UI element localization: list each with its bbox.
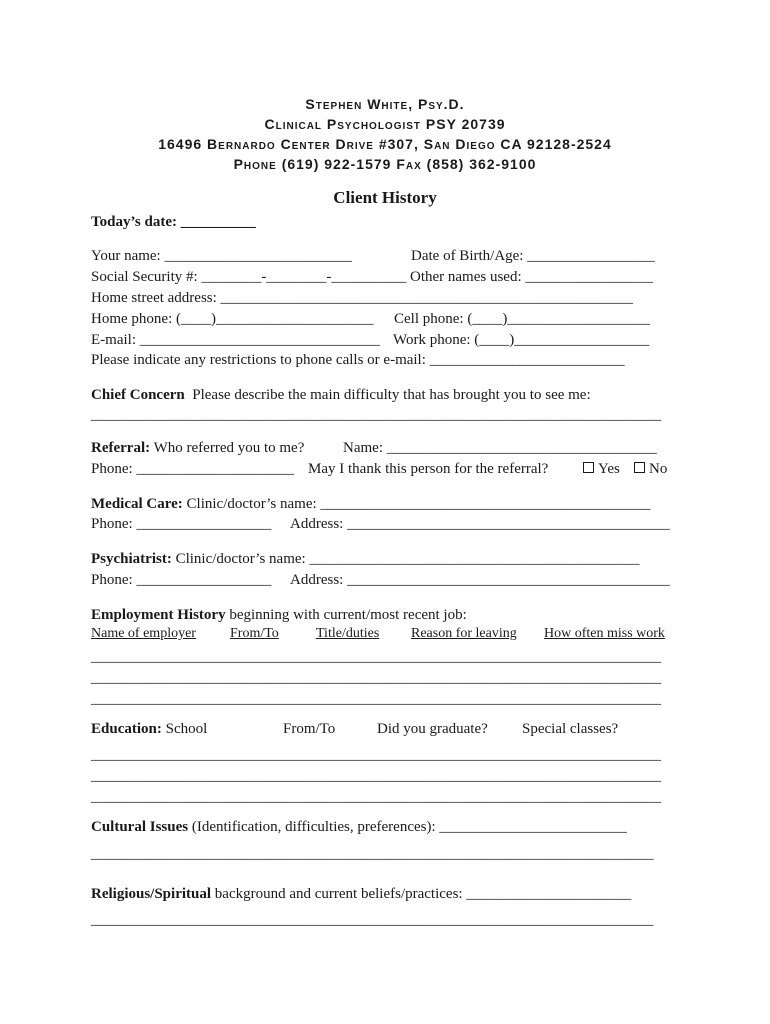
no-label: No: [649, 461, 668, 477]
psychiatrist-clinic-field[interactable]: Clinic/doctor’s name: ____________________________________________: [175, 551, 640, 567]
yes-checkbox[interactable]: [583, 462, 594, 473]
employment-line-1[interactable]: ____________________________________________________________________________: [91, 649, 661, 665]
education-line-3[interactable]: ____________________________________________________________________________: [91, 789, 661, 805]
education-line-1[interactable]: ____________________________________________________________________________: [91, 747, 661, 763]
employment-col-miss-work: How often miss work: [544, 626, 665, 641]
home-address-field[interactable]: Home street address: _______________________________________________________: [91, 290, 634, 306]
work-phone-field[interactable]: Work phone: (____)__________________: [393, 332, 650, 348]
employment-col-title: Title/duties: [316, 626, 380, 641]
religious-row: [91, 885, 631, 903]
employment-row: [91, 606, 467, 624]
restrictions-field[interactable]: Please indicate any restrictions to phone calls or e-mail: __________________________: [91, 352, 625, 368]
todays-date-field[interactable]: __________: [180, 214, 256, 230]
employment-line-3[interactable]: ____________________________________________________________________________: [91, 691, 661, 707]
header-credentials: Clinical Psychologist PSY 20739: [264, 116, 506, 132]
form-title: Client History: [333, 188, 437, 207]
email-field[interactable]: E-mail: ________________________________: [91, 332, 380, 348]
psychiatrist-phone-field[interactable]: Phone: __________________: [91, 572, 272, 588]
chief-concern-line[interactable]: ____________________________________________________________________________: [91, 407, 661, 423]
home-phone-field[interactable]: Home phone: (____)_____________________: [91, 311, 374, 327]
education-special-col: Special classes?: [522, 721, 619, 737]
cultural-issues-line[interactable]: ___________________________________________________________________________: [91, 846, 654, 862]
yes-label: Yes: [598, 461, 620, 477]
referral-label: Referral:: [91, 440, 151, 456]
cell-phone-field[interactable]: Cell phone: (____)___________________: [394, 311, 650, 327]
religious-label: Religious/Spiritual: [91, 886, 212, 902]
referral-name-field[interactable]: Name: ____________________________________: [343, 440, 657, 456]
referral-phone-field[interactable]: Phone: _____________________: [91, 461, 294, 477]
psychiatrist-label: Psychiatrist:: [91, 551, 172, 567]
referral-no-option[interactable]: [634, 460, 667, 478]
no-checkbox[interactable]: [634, 462, 645, 473]
education-line-2[interactable]: ____________________________________________________________________________: [91, 768, 661, 784]
todays-date-row: [91, 213, 256, 231]
education-school-col: School: [165, 721, 208, 737]
employment-text: beginning with current/most recent job:: [229, 607, 467, 623]
employment-label: Employment History: [91, 607, 226, 623]
chief-concern-row: [91, 386, 591, 404]
header-name: Stephen White, Psy.D.: [305, 96, 465, 112]
chief-concern-text: Please describe the main difficulty that has brought you to see me:: [192, 387, 591, 403]
employment-col-reason: Reason for leaving: [411, 626, 517, 641]
header-phone: Phone (619) 922-1579 Fax (858) 362-9100: [233, 156, 537, 172]
religious-line[interactable]: ___________________________________________________________________________: [91, 912, 654, 928]
todays-date-label: Today’s date:: [91, 214, 177, 230]
education-row: [91, 720, 207, 738]
medical-care-row: [91, 495, 650, 513]
referral-yes-option[interactable]: [583, 460, 620, 478]
referral-row: [91, 439, 304, 457]
referral-question: Who referred you to me?: [153, 440, 305, 456]
cultural-issues-field[interactable]: (Identification, difficulties, preferences): _________________________: [191, 819, 627, 835]
medical-address-field[interactable]: Address: ___________________________________________: [290, 516, 670, 532]
letterhead: [0, 94, 770, 174]
cultural-issues-label: Cultural Issues: [91, 819, 189, 835]
education-from-to-col: From/To: [283, 721, 336, 737]
psychiatrist-address-field[interactable]: Address: ___________________________________________: [290, 572, 670, 588]
chief-concern-label: Chief Concern: [91, 387, 185, 403]
ssn-field[interactable]: Social Security #: ________-________-__________: [91, 269, 407, 285]
medical-care-label: Medical Care:: [91, 496, 183, 512]
religious-field[interactable]: background and current beliefs/practices: ______________________: [214, 886, 632, 902]
dob-age-field[interactable]: Date of Birth/Age: _________________: [411, 248, 655, 264]
medical-phone-field[interactable]: Phone: __________________: [91, 516, 272, 532]
employment-line-2[interactable]: ____________________________________________________________________________: [91, 670, 661, 686]
psychiatrist-row: [91, 550, 639, 568]
cultural-issues-row: [91, 818, 627, 836]
your-name-field[interactable]: Your name: _________________________: [91, 248, 352, 264]
education-label: Education:: [91, 721, 162, 737]
employment-col-from-to: From/To: [230, 626, 279, 641]
medical-clinic-field[interactable]: Clinic/doctor’s name: ____________________________________________: [186, 496, 651, 512]
referral-thanks-text: May I thank this person for the referral?: [308, 461, 549, 477]
employment-col-employer: Name of employer: [91, 626, 196, 641]
education-graduate-col: Did you graduate?: [377, 721, 488, 737]
header-address: 16496 Bernardo Center Drive #307, San Diego CA 92128-2524: [158, 136, 612, 152]
other-names-field[interactable]: Other names used: _________________: [410, 269, 653, 285]
